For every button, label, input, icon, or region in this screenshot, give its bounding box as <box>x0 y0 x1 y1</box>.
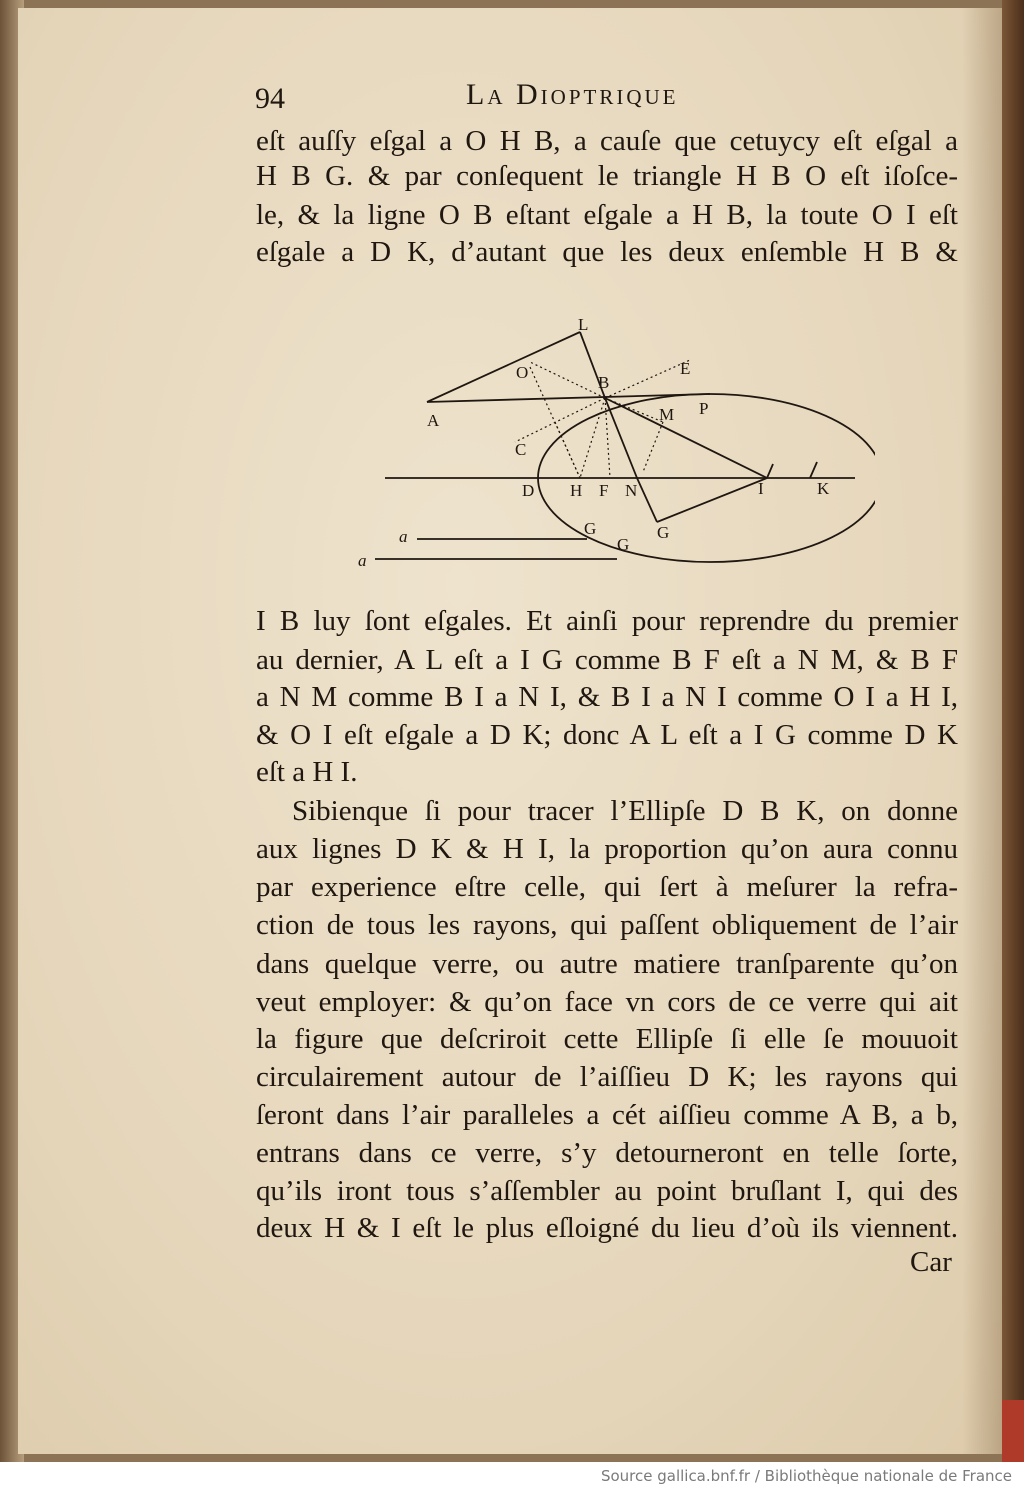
text-line: I B luy ſont eſgales. Et ainſi pour reprendre du premier <box>256 605 958 637</box>
text-line: entrans dans ce verre, s’y detourneront en telle ſorte, <box>256 1137 958 1169</box>
text-line: au dernier, A L eſt a I G comme B F eſt a N M, & B F <box>256 644 958 676</box>
text-line: circulairement autour de l’aiſſieu D K; les rayons qui <box>256 1061 958 1093</box>
dotted-bh <box>580 398 605 478</box>
label-g2: G <box>617 535 630 554</box>
running-title: La Dioptrique <box>466 78 679 111</box>
label-k: K <box>817 479 830 498</box>
label-n: N <box>625 481 638 500</box>
i-tick <box>767 464 773 478</box>
text-line: veut employer: & qu’on face vn cors de ce verre qui ait <box>256 986 958 1018</box>
label-i: I <box>758 479 764 498</box>
label-c: C <box>515 440 527 459</box>
text-line: ction de tous les rayons, qui paſſent obliquement de l’air <box>256 909 958 941</box>
label-h: H <box>570 481 583 500</box>
k-tick <box>810 462 817 478</box>
line-al <box>427 332 580 402</box>
text-line: la figure que deſcriroit cette Ellipſe ſi elle ſe mouuoit <box>256 1023 958 1055</box>
binding-red-edge <box>1002 1400 1024 1462</box>
text-line: aux lignes D K & H I, la proportion qu’on aura connu <box>256 833 958 865</box>
ellipse-diagram <box>355 312 875 580</box>
text-line: par experience eſtre celle, qui ſert à meſurer la refra- <box>256 871 958 903</box>
label-f: F <box>599 481 609 500</box>
page-spine-shadow <box>962 8 1002 1454</box>
label-a-upper: a <box>399 527 408 546</box>
text-line: eſgale a D K, d’autant que les deux enſemble H B & <box>256 236 958 268</box>
label-a-lower: a <box>358 551 367 570</box>
line-ng <box>637 478 657 522</box>
text-line: deux H & I eſt le plus eſloigné du lieu d’où ils viennent. <box>256 1212 958 1244</box>
line-bi <box>605 398 767 478</box>
text-line: eſt a H I. <box>256 756 358 788</box>
label-o: O <box>516 363 529 382</box>
text-line: eſt auſſy eſgal a O H B, a cauſe que cetuycy eſt eſgal a <box>256 125 958 157</box>
source-credit: Source gallica.bnf.fr / Bibliothèque nationale de France <box>600 1467 1012 1485</box>
label-b: B <box>598 373 610 392</box>
label-a: A <box>427 411 440 430</box>
label-d: D <box>522 481 535 500</box>
ellipse-figure <box>355 312 875 580</box>
dotted-oh <box>530 367 580 478</box>
text-line: & O I eſt eſgale a D K; donc A L eſt a I G comme D K <box>256 719 958 751</box>
footer-bar <box>0 1462 1024 1492</box>
text-line: dans quelque verre, ou autre matiere tranſparente qu’on <box>256 948 958 980</box>
label-p: P <box>699 399 709 418</box>
label-g: G <box>657 523 670 542</box>
line-gi <box>657 478 767 522</box>
page-number: 94 <box>255 82 285 115</box>
book-binding <box>1002 0 1024 1462</box>
ray-ab <box>427 394 710 402</box>
dotted-be <box>605 360 690 398</box>
label-m: M <box>659 405 675 424</box>
line-bn <box>605 398 637 478</box>
text-line: H B G. & par conſequent le triangle H B O eſt iſoſce- <box>256 160 958 192</box>
text-line: le, & la ligne O B eſtant eſgale a H B, la toute O I eſt <box>256 199 958 231</box>
catchword: Car <box>910 1246 952 1278</box>
label-l: L <box>578 315 589 334</box>
label-g1: G <box>584 519 597 538</box>
text-line: a N M comme B I a N I, & B I a N I comme O I a H I, <box>256 681 958 713</box>
text-line: ſeront dans l’air paralleles a cét aiſſieu comme A B, a b, <box>256 1099 958 1131</box>
dotted-bc <box>515 398 605 442</box>
label-e: E <box>680 359 691 378</box>
text-line: qu’ils iront tous s’aſſembler au point bruſlant I, qui des <box>256 1175 958 1207</box>
dotted-m <box>643 422 663 472</box>
text-line: Sibienque ſi pour tracer l’Ellipſe D B K, on donne <box>292 795 958 827</box>
